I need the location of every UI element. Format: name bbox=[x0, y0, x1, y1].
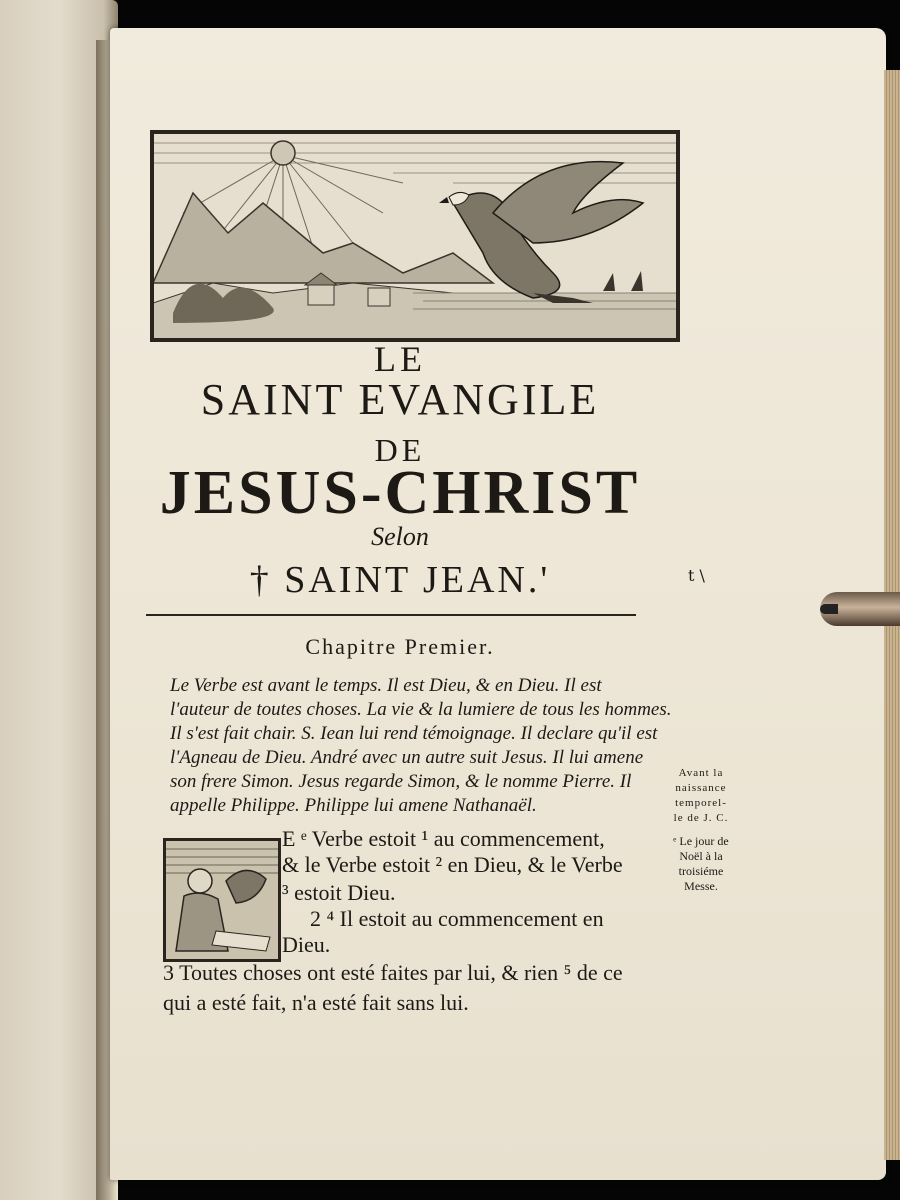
verse-1-line: E ᵉ Verbe estoit ¹ au commencement, bbox=[282, 826, 605, 851]
verse-3-line: qui a esté fait, n'a esté fait sans lui. bbox=[163, 990, 469, 1015]
margin-note-line: Avant la bbox=[678, 767, 724, 779]
chapter-heading: Chapitre Premier. bbox=[305, 634, 495, 659]
summary-line: l'Agneau de Dieu. André avec un autre suit Jesus. Il lui amene bbox=[170, 747, 644, 768]
verse-2-line: 2 ⁴ Il estoit au commencement en bbox=[310, 906, 604, 931]
summary-line: Le Verbe est avant le temps. Il est Dieu, & en Dieu. Il est bbox=[170, 675, 602, 696]
verse-1-line: ³ estoit Dieu. bbox=[282, 880, 396, 905]
margin-note-line: troisiéme bbox=[678, 864, 724, 878]
verse-3-line: 3 Toutes choses ont esté faites par lui, & rien ⁵ de ce bbox=[163, 960, 623, 985]
margin-note-line: temporel- bbox=[675, 797, 727, 809]
summary-line: Il s'est fait chair. S. Iean lui rend témoignage. Il declare qu'il est bbox=[170, 723, 658, 744]
pen-tip bbox=[820, 604, 838, 614]
margin-note-nativity bbox=[664, 766, 738, 826]
title-saint-jean: † SAINT JEAN.' bbox=[249, 559, 551, 601]
title-rule bbox=[146, 614, 636, 616]
title-de: DE bbox=[374, 432, 426, 468]
margin-note-line: ᵉ Le jour de bbox=[673, 834, 729, 848]
title-selon: Selon bbox=[371, 522, 429, 551]
summary-line: l'auteur de toutes choses. La vie & la lumiere de tous les hommes. bbox=[170, 699, 672, 720]
title-le: LE bbox=[374, 339, 426, 379]
verse-2-line: Dieu. bbox=[282, 932, 331, 957]
verse-1-line: & le Verbe estoit ² en Dieu, & le Verbe bbox=[282, 852, 623, 877]
drop-cap-illustration bbox=[163, 838, 281, 962]
margin-note-christmas bbox=[664, 834, 738, 894]
title-saint-evangile: SAINT EVANGILE bbox=[200, 375, 600, 424]
margin-cross: t \ bbox=[688, 566, 705, 585]
margin-note-line: Noël à la bbox=[679, 849, 723, 863]
margin-note-line: Messe. bbox=[684, 879, 718, 893]
title-jesus-christ: JESUS-CHRIST bbox=[159, 459, 641, 527]
summary-line: appelle Philippe. Philippe lui amene Nathanaël. bbox=[170, 795, 537, 816]
margin-note-line: naissance bbox=[675, 782, 727, 794]
chapter-summary bbox=[170, 674, 670, 818]
margin-note-line: le de J. C. bbox=[673, 812, 729, 824]
summary-line: son frere Simon. Jesus regarde Simon, & le nomme Pierre. Il bbox=[170, 771, 632, 792]
eagle-engraving bbox=[150, 130, 680, 342]
